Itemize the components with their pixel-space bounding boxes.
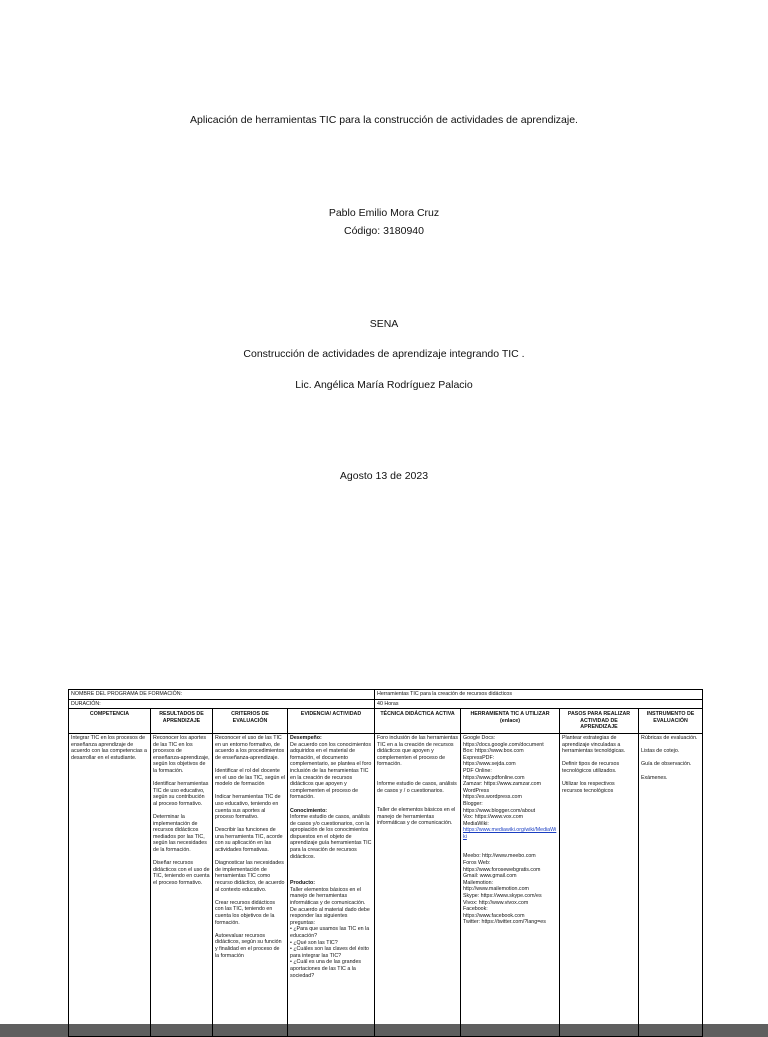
program-row [69,690,703,700]
tecnica-item: Taller de elementos básicos en el manejo de herramientas informáticas y de comunicación. [377,807,456,827]
course-name: Construcción de actividades de aprendizaje integrando TIC . [243,348,525,360]
criterio-item: Indicar herramientas TIC de uso educativo, teniendo en cuenta sus aportes al proceso formativo. [215,794,281,821]
herramientas-list: Google Docs: https://docs.google.com/document Box: https://www.box.com ExpressPDF: https://www.sejda.com PDF Online: https://www.pdfonline.com Zamzar: https://www.zamzar.com WordPress https://es.wordpress.com Blogger: https://www.blogger.com/about Vox: https://www.vox.com MediaWiki: [463,734,544,827]
criterios-cell [213,733,288,1036]
document-date: Agosto 13 de 2023 [339,470,429,482]
document-title: Aplicación de herramientas TIC para la construcción de actividades de aprendizaje. [190,114,578,126]
criterio-item: Identificar el rol del docente en el uso de las TIC, según el modelo de formación [215,767,285,788]
header-instrumento: INSTRUMENTO DE EVALUACIÓN [639,709,703,734]
training-plan-table [68,689,703,1037]
program-value: Herramientas TIC para la creación de recursos didácticos [375,690,703,700]
resultado-item: Determinar la implementación de recursos didácticos mediados por las TIC, según las necesidades de la formación. [153,814,207,854]
conocimiento-text: Informe estudio de casos, análisis de casos y/o cuestionarios, con la apropiación de los conocimientos dispuestos en el objeto de aprendizaje guía herramientas TIC para la creación de recursos didácticos. [290,814,372,860]
instrumento-item: Guía de observación. [641,761,692,768]
desempeno-title: Desempeño: [290,734,322,741]
criterio-item: Describir las funciones de una herramienta TIC, acorde con su aplicación en las actividades formativas. [215,827,283,854]
resultado-item: Identificar herramientas TIC de uso educativo, según su contribución al proceso formativo. [153,781,209,807]
criterio-item: Reconocer el uso de las TIC en un entorno formativo, de acuerdo a los procedimientos de enseñanza-aprendizaje. [215,734,285,761]
criterio-item: Autoevaluar recursos didácticos, según su función y finalidad en el proceso de la formación [215,932,282,959]
producto-title: Producto: [290,880,316,887]
criterio-item: Diagnosticar las necesidades de implementación de herramientas TIC como recurso didáctico, de acuerdo al contexto educativo. [215,860,285,893]
competencia-cell [69,733,151,1036]
instrumento-item: Exámenes. [641,774,668,781]
tecnica-item: Informe estudio de casos, análisis de casos y / o cuestionarios. [377,780,457,794]
header-tecnica: TÉCNICA DIDÁCTICA ACTIVA [375,709,461,734]
paso-item: Definir tipos de recursos tecnológicos utilizados. [562,761,620,774]
producto-text: Taller elementos básicos en el manejo de herramientas informáticas y de comunicación. De acuerdo al material dado debe responder las siguientes preguntas: • ¿Para que usamos las TIC en la educación? • ¿Qué son las TIC? • ¿Cuáles son las claves del éxito para integrar las TIC? • ¿Cuál es una de las grandes aportaciones de las TIC a la sociedad? [290,886,370,979]
table-row [69,733,703,1036]
tecnica-item: Foro inclusión de las herramientas TIC en a la creación de recursos didácticos que apoyen y complementen el proceso de formación. [377,734,458,768]
competencia-text: Integrar TIC en los procesos de enseñanza aprendizaje de acuerdo con las competencias a desarrollar en el estudiante. [71,734,147,761]
header-pasos: PASOS PARA REALIZAR ACTIVIDAD DE APRENDIZAJE [560,709,639,734]
resultado-item: Diseñar recursos didácticos con el uso de TIC, teniendo en cuenta el proceso formativo. [153,860,210,887]
criterio-item: Crear recursos didácticos con las TIC, teniendo en cuenta los objetivos de la formación. [215,899,276,926]
header-resultados: RESULTADOS DE APRENDIZAJE [151,709,213,734]
paso-item: Utilizar los respectivos recursos tecnológicos [562,781,615,794]
duration-value: 40 Horas [375,699,703,709]
header-row [69,709,703,734]
instrumento-cell [639,733,703,1036]
instrumento-item: Listas de cotejo. [641,748,680,755]
conocimiento-title: Conocimiento: [290,807,328,814]
instrumento-item: Rúbricas de evaluación. [641,734,698,741]
duration-row [69,699,703,709]
header-competencia: COMPETENCIA [69,709,151,734]
duration-label: DURACIÓN: [69,699,375,709]
header-evidencia: EVIDENCIA/ ACTIVIDAD [288,709,375,734]
paso-item: Plantear estrategias de aprendizaje vinculadas a herramientas tecnológicas. [562,734,626,755]
institution-name: SENA [369,318,399,330]
instructor-name: Lic. Angélica María Rodríguez Palacio [295,379,473,391]
header-herramienta: HERRAMIENTA TIC A UTILIZAR (enlace) [461,709,560,734]
evidencia-cell [288,733,375,1036]
plan-page [0,648,768,1024]
header-criterios: CRITERIOS DE EVALUACIÓN [213,709,288,734]
desempeno-text: De acuerdo con los conocimientos adquiridos en el material de formación, el documento complementario, se plantea el foro inclusión de las herramientas TIC en la creación de recursos didácticos que apoyen y complementen el proceso de formación. [290,741,372,801]
tecnica-cell [375,733,461,1036]
student-code: Código: 3180940 [344,225,424,237]
author-name: Pablo Emilio Mora Cruz [328,207,440,219]
herramienta-cell [461,733,560,1036]
pasos-cell [560,733,639,1036]
herramientas-list: Meebo: http://www.meebo.com Foros Web: https://www.forosewebgratis.com Gmail: www.gmail.com Mailemotion: http://www.mailemotion.com Skype: https://www.skype.com/es Vivox: http://www.vivox.com Facebook: https://www.facebook.com Twitter: https://twitter.com/?lang=es [463,853,546,926]
mediawiki-link[interactable]: https://www.mediawiki.org/wiki/MediaWiki [463,827,557,840]
resultado-item: Reconocer los aportes de las TIC en los procesos de enseñanza-aprendizaje, según los objetivos de la formación. [153,734,210,774]
resultados-cell [151,733,213,1036]
program-label: NOMBRE DEL PROGRAMA DE FORMACIÓN: [69,690,375,700]
